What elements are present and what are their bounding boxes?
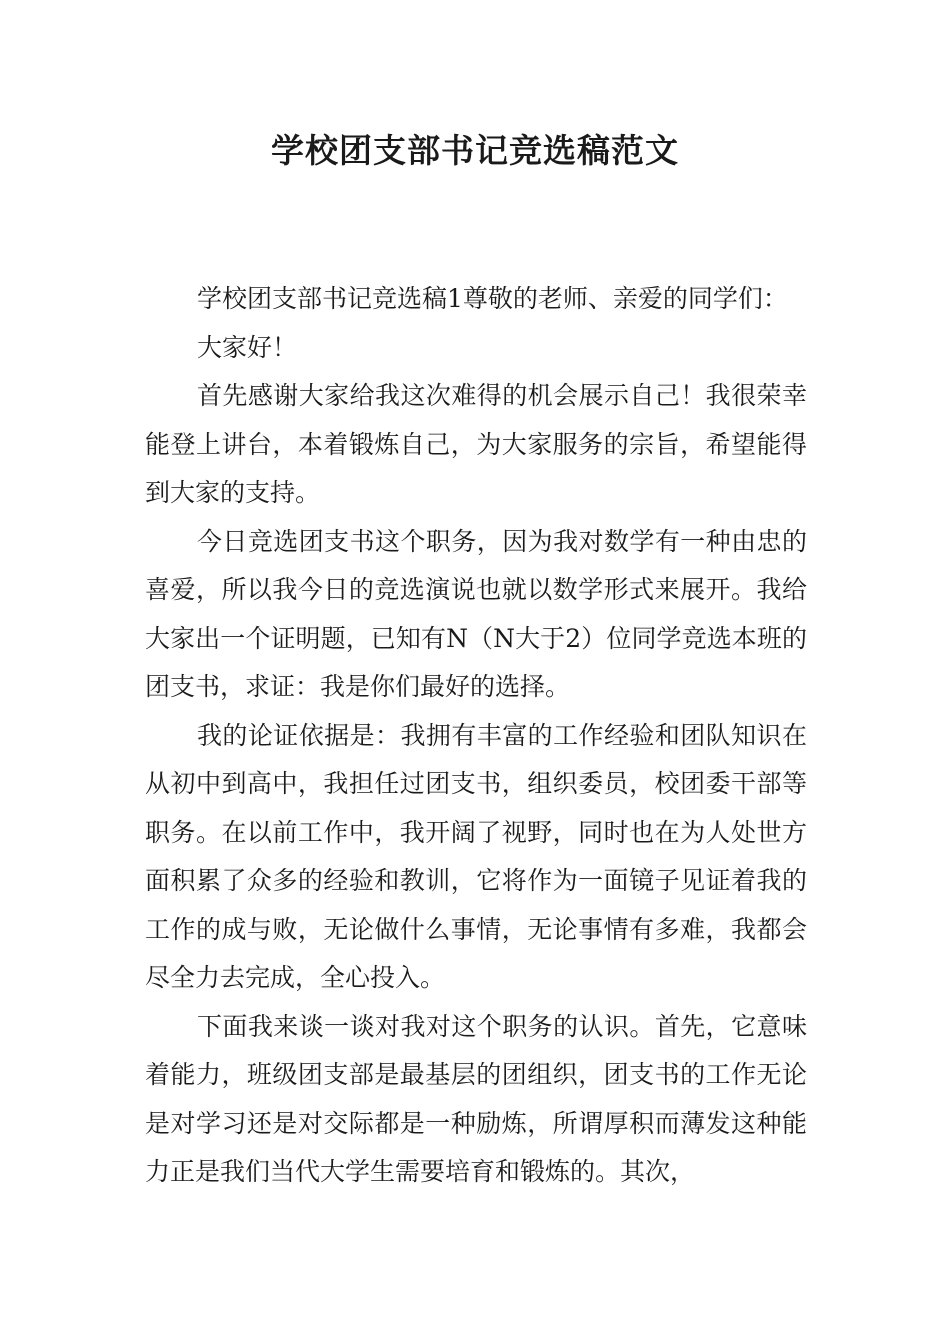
- paragraph-salutation: 学校团支部书记竞选稿1尊敬的老师、亲爱的同学们：: [197, 284, 788, 313]
- document-title: 学校团支部书记竞选稿范文: [271, 131, 679, 170]
- paragraph-motivation: 今日竞选团支书这个职务，因为我对数学有一种由忠的喜爱，所以我今日的竞选演说也就以数学形式来展开。我给大家出一个证明题，已知有N（N大于2）位同学竞选本班的团支书，求证：我是你们最好的选择。: [145, 526, 807, 701]
- document-body: [145, 275, 807, 1197]
- paragraph-thanks: 首先感谢大家给我这次难得的机会展示自己！我很荣幸能登上讲台，本着锻炼自己，为大家服务的宗旨，希望能得到大家的支持。: [145, 381, 807, 507]
- paragraph-understanding: 下面我来谈一谈对我对这个职务的认识。首先，它意味着能力，班级团支部是最基层的团组织，团支书的工作无论是对学习还是对交际都是一种励炼，所谓厚积而薄发这种能力正是我们当代大学生需要培育和锻炼的。其次，: [145, 1011, 807, 1186]
- paragraph-greeting: 大家好！: [197, 332, 298, 362]
- paragraph-argument: 我的论证依据是：我拥有丰富的工作经验和团队知识在从初中到高中，我担任过团支书，组织委员，校团委干部等职务。在以前工作中，我开阔了视野，同时也在为人处世方面积累了众多的经验和教训，它将作为一面镜子见证着我的工作的成与败，无论做什么事情，无论事情有多难，我都会尽全力去完成，全心投入。: [145, 720, 807, 992]
